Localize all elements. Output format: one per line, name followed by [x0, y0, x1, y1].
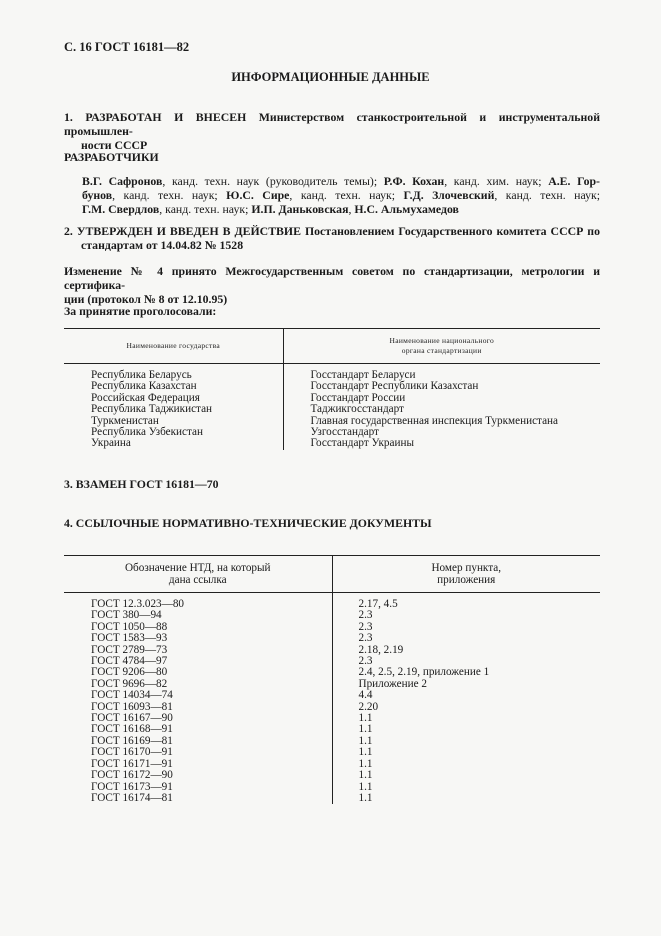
page-title: ИНФОРМАЦИОННЫЕ ДАННЫЕ	[231, 70, 430, 84]
developer-name: Н.С. Альмухамедов	[354, 202, 459, 216]
table-cell-document: ГОСТ 12.3.023—80	[91, 598, 185, 610]
developer-name: Г.Д. Злочевский	[403, 188, 495, 202]
section-1	[64, 110, 600, 152]
developer-degree: ,	[348, 202, 355, 216]
section-2-text-cont: стандартам от 14.04.82 № 1528	[81, 238, 244, 252]
table-cell-clause: 2.20	[358, 700, 379, 713]
references-table	[64, 555, 600, 804]
table-cell-document: ГОСТ 1050—88	[91, 620, 168, 633]
table-cell-clause: 1.1	[358, 712, 373, 725]
table-cell-document: ГОСТ 1583—93	[91, 632, 168, 645]
docs-col-header: Обозначение НТД, на который дана ссылка	[64, 556, 332, 593]
table-cell-document: ГОСТ 380—94	[91, 609, 162, 622]
developer-degree: , канд. техн. наук;	[289, 188, 404, 202]
table-cell-clause: Приложение 2	[358, 677, 427, 690]
table-cell-clause: 2.3	[358, 655, 373, 668]
table-cell-document: ГОСТ 16171—91	[91, 757, 173, 770]
table-cell-state: Украина	[91, 437, 131, 450]
docs-list	[91, 599, 332, 804]
table-cell-state: Республика Беларусь	[91, 369, 192, 381]
refs-list	[359, 599, 601, 804]
section-4: 4. ССЫЛОЧНЫЕ НОРМАТИВНО-ТЕХНИЧЕСКИЕ ДОКУМЕНТЫ	[64, 516, 432, 530]
table-cell-document: ГОСТ 16174—81	[91, 791, 173, 804]
table-cell-clause: 2.17, 4.5	[358, 598, 398, 610]
table-cell-clause: 1.1	[358, 734, 373, 747]
table-cell-clause: 2.3	[358, 632, 373, 645]
developer-degree: , канд. техн. наук;	[112, 188, 227, 202]
developer-name: И.П. Даньковская	[251, 202, 349, 216]
table-cell-document: ГОСТ 2789—73	[91, 643, 168, 656]
table-cell-state: Республика Таджикистан	[91, 403, 213, 416]
developer-degree: , канд. хим. наук;	[444, 174, 549, 188]
table-cell-state: Республика Узбекистан	[91, 426, 203, 439]
table-cell-document: ГОСТ 16168—91	[91, 723, 173, 736]
table-cell-document: ГОСТ 9696—82	[91, 677, 168, 690]
table-cell-clause: 2.3	[358, 609, 373, 622]
bodies-col-header: Наименование национального органа стандартизации	[283, 329, 600, 364]
table-cell-standards-body: Таджикгосстандарт	[310, 403, 404, 416]
section-2-text: УТВЕРЖДЕН И ВВЕДЕН В ДЕЙСТВИЕ Постановлением Государственного комитета СССР по	[76, 224, 600, 238]
table-cell-state: Туркменистан	[91, 414, 159, 427]
section-2	[64, 224, 600, 252]
table-cell-clause: 2.4, 2.5, 2.19, приложение 1	[358, 666, 490, 679]
section-2-number: 2.	[64, 224, 73, 238]
change-note-line2: ции (протокол № 8 от 12.10.95)	[64, 292, 228, 306]
section-3: 3. ВЗАМЕН ГОСТ 16181—70	[64, 477, 219, 491]
table-cell-standards-body: Госстандарт Беларуси	[310, 369, 416, 381]
table-cell-clause: 4.4	[358, 689, 373, 702]
developers-heading: РАЗРАБОТЧИКИ	[64, 150, 159, 164]
table-cell-document: ГОСТ 16172—90	[91, 769, 173, 782]
table-cell-clause: 1.1	[358, 791, 373, 804]
table-cell-clause: 1.1	[358, 769, 373, 782]
table-cell-standards-body: Госстандарт России	[310, 391, 406, 404]
table-cell-clause: 1.1	[358, 746, 373, 759]
change-note-line1: Изменение № 4 принято Межгосударственным советом по стандартизации, метрологии и сертифика-	[64, 264, 600, 292]
table-cell-standards-body: Госстандарт Украины	[310, 437, 414, 450]
states-list	[91, 370, 283, 450]
table-cell-clause: 2.18, 2.19	[358, 643, 404, 656]
section-1-number: 1.	[64, 110, 73, 124]
table-cell-standards-body: Главная государственная инспекция Туркменистана	[310, 414, 558, 427]
states-table	[64, 328, 600, 450]
bodies-list	[311, 370, 601, 450]
table-cell-document: ГОСТ 14034—74	[91, 689, 173, 702]
developer-name: В.Г. Сафронов	[82, 174, 163, 188]
table-cell-clause: 1.1	[358, 780, 373, 793]
developers-list	[82, 174, 600, 216]
table-cell-document: ГОСТ 16173—91	[91, 780, 173, 793]
developer-degree: , канд. техн. наук;	[494, 188, 600, 202]
states-col-header: Наименование государства	[64, 329, 283, 364]
table-cell-document: ГОСТ 16170—91	[91, 746, 173, 759]
refs-col-header: Номер пункта, приложения	[332, 556, 600, 593]
table-cell-clause: 1.1	[358, 723, 373, 736]
table-cell-document: ГОСТ 16093—81	[91, 700, 173, 713]
table-cell-document: ГОСТ 16169—81	[91, 734, 173, 747]
table-cell-document: ГОСТ 16167—90	[91, 712, 173, 725]
table-cell-state: Российская Федерация	[91, 391, 200, 404]
developer-name: Г.М. Свердлов	[82, 202, 160, 216]
developer-degree: , канд. техн. наук (руководитель темы);	[162, 174, 384, 188]
section-1-text: Министерством станкостроительной и инструментальной промышлен-	[64, 110, 600, 138]
page-header: С. 16 ГОСТ 16181—82	[64, 40, 190, 54]
table-cell-clause: 2.3	[358, 620, 373, 633]
developer-name: Ю.С. Сире	[226, 188, 290, 202]
developer-name: А.Е. Гор-	[548, 174, 600, 188]
section-1-text-cont: ности СССР	[81, 138, 148, 152]
table-cell-state: Республика Казахстан	[91, 380, 197, 393]
change-note	[64, 264, 600, 306]
developer-name: Р.Ф. Кохан	[383, 174, 445, 188]
section-1-head: РАЗРАБОТАН И ВНЕСЕН	[85, 110, 247, 124]
table-cell-document: ГОСТ 4784—97	[91, 655, 168, 668]
table-cell-standards-body: Госстандарт Республики Казахстан	[310, 380, 479, 393]
developer-name: бунов	[82, 188, 113, 202]
table-cell-clause: 1.1	[358, 757, 373, 770]
developer-degree: , канд. техн. наук;	[159, 202, 252, 216]
voted-heading: За принятие проголосовали:	[64, 304, 217, 318]
table-cell-document: ГОСТ 9206—80	[91, 666, 168, 679]
table-cell-standards-body: Узгосстандарт	[310, 426, 379, 439]
